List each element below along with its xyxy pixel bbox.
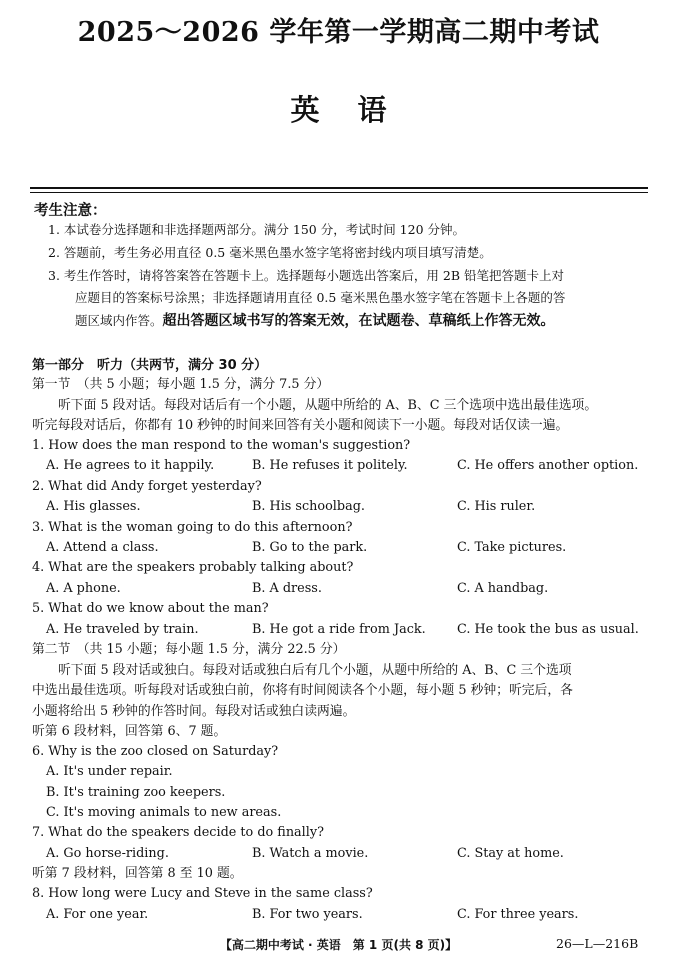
q3-option-b: B. Go to the park. bbox=[252, 540, 368, 555]
q7-option-a: A. Go horse-riding. bbox=[46, 846, 169, 861]
q8-option-c: C. For three years. bbox=[457, 907, 579, 922]
q6-option-a: A. It's under repair. bbox=[46, 764, 173, 779]
notice-item-1: 1. 本试卷分选择题和非选择题两部分。满分 150 分，考试时间 120 分钟。 bbox=[48, 222, 466, 237]
q5-option-b: B. He got a ride from Jack. bbox=[252, 622, 426, 637]
q2-option-b: B. His schoolbag. bbox=[252, 499, 365, 514]
question-2: 2. What did Andy forget yesterday? bbox=[32, 479, 262, 494]
notice-item-3-end bbox=[75, 310, 555, 330]
section1-instruction-2: 听完每段对话后，你都有 10 秒钟的时间来回答有关小题和阅读下一小题。每段对话仅读一遍。 bbox=[32, 418, 569, 433]
header-rule-thin bbox=[30, 192, 648, 193]
question-5: 5. What do we know about the man? bbox=[32, 601, 269, 616]
section1-instruction-1: 听下面 5 段对话。每段对话后有一个小题，从题中所给的 A、B、C 三个选项中选出最佳选项。 bbox=[58, 398, 598, 413]
section1-title: 第一节 （共 5 小题；每小题 1.5 分，满分 7.5 分） bbox=[32, 377, 330, 392]
q7-option-c: C. Stay at home. bbox=[457, 846, 564, 861]
q1-option-b: B. He refuses it politely. bbox=[252, 458, 408, 473]
section2-instruction-3: 小题将给出 5 秒钟的作答时间。每段对话或独白读两遍。 bbox=[32, 704, 356, 719]
q4-option-a: A. A phone. bbox=[46, 581, 121, 596]
material-7-heading: 听第 7 段材料，回答第 8 至 10 题。 bbox=[32, 866, 243, 881]
section2-instruction-2: 中选出最佳选项。听每段对话或独白前，你将有时间阅读各个小题，每小题 5 秒钟；听完后，各 bbox=[32, 683, 573, 698]
q2-option-a: A. His glasses. bbox=[46, 499, 141, 514]
q6-option-b: B. It's training zoo keepers. bbox=[46, 785, 226, 800]
question-3: 3. What is the woman going to do this afternoon? bbox=[32, 520, 353, 535]
header-rule-thick bbox=[30, 187, 648, 189]
q2-option-c: C. His ruler. bbox=[457, 499, 536, 514]
material-6-heading: 听第 6 段材料，回答第 6、7 题。 bbox=[32, 724, 227, 739]
part1-title: 第一部分 听力（共两节，满分 30 分） bbox=[32, 358, 268, 373]
notice-item-3: 3. 考生作答时，请将答案答在答题卡上。选择题每小题选出答案后，用 2B 铅笔把答题卡上对 bbox=[48, 268, 564, 283]
q1-option-c: C. He offers another option. bbox=[457, 458, 639, 473]
q4-option-b: B. A dress. bbox=[252, 581, 322, 596]
section2-instruction-1: 听下面 5 段对话或独白。每段对话或独白后有几个小题，从题中所给的 A、B、C 三个选项 bbox=[58, 663, 572, 678]
notice-item-3-cont: 应题目的答案标号涂黑；非选择题请用直径 0.5 毫米黑色墨水签字笔在答题卡上各题的答 bbox=[75, 290, 566, 305]
q3-option-a: A. Attend a class. bbox=[46, 540, 159, 555]
notice-item-3-end-text: 题区域内作答。 bbox=[75, 313, 163, 328]
question-7: 7. What do the speakers decide to do finally? bbox=[32, 825, 324, 840]
q8-option-b: B. For two years. bbox=[252, 907, 363, 922]
section2-title: 第二节 （共 15 小题；每小题 1.5 分，满分 22.5 分） bbox=[32, 642, 346, 657]
notice-emphasis: 超出答题区域书写的答案无效，在试题卷、草稿纸上作答无效。 bbox=[162, 313, 555, 329]
q3-option-c: C. Take pictures. bbox=[457, 540, 567, 555]
paper-code: 26—L—216B bbox=[556, 936, 639, 951]
q5-option-c: C. He took the bus as usual. bbox=[457, 622, 639, 637]
q4-option-c: C. A handbag. bbox=[457, 581, 549, 596]
q5-option-a: A. He traveled by train. bbox=[46, 622, 199, 637]
question-1: 1. How does the man respond to the woman's suggestion? bbox=[32, 438, 411, 453]
q1-option-a: A. He agrees to it happily. bbox=[46, 458, 215, 473]
question-8: 8. How long were Lucy and Steve in the same class? bbox=[32, 886, 373, 901]
notice-item-2: 2. 答题前，考生务必用直径 0.5 毫米黑色墨水签字笔将密封线内项目填写清楚。 bbox=[48, 245, 492, 260]
notice-title: 考生注意： bbox=[34, 203, 107, 219]
question-6: 6. Why is the zoo closed on Saturday? bbox=[32, 744, 279, 759]
subject-title: 英语 bbox=[290, 93, 425, 127]
exam-title: 2025～2026 学年第一学期高二期中考试 bbox=[77, 17, 600, 48]
question-4: 4. What are the speakers probably talking about? bbox=[32, 560, 354, 575]
q8-option-a: A. For one year. bbox=[46, 907, 149, 922]
q7-option-b: B. Watch a movie. bbox=[252, 846, 369, 861]
page-footer: 【高二期中考试 · 英语 第 1 页(共 8 页)】 bbox=[219, 938, 458, 952]
q6-option-c: C. It's moving animals to new areas. bbox=[46, 805, 282, 820]
